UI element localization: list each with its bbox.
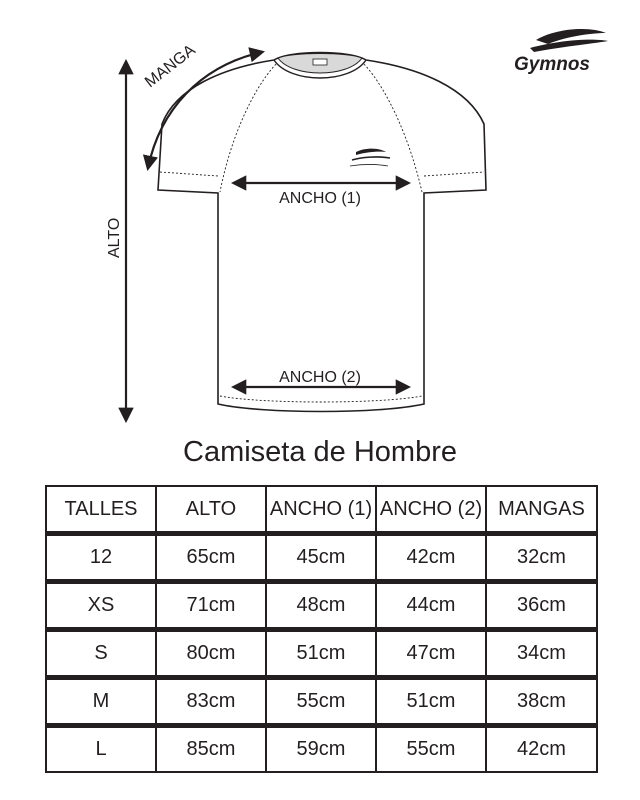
table-cell: 47cm xyxy=(376,630,486,678)
table-cell: 51cm xyxy=(376,678,486,726)
table-cell: 80cm xyxy=(156,630,266,678)
brand-text: Gymnos xyxy=(513,54,591,75)
chart-title: Camiseta de Hombre xyxy=(183,436,457,468)
table-header-row xyxy=(46,486,597,534)
table-row xyxy=(46,678,597,726)
header-alto: ALTO xyxy=(156,486,266,534)
table-row xyxy=(46,630,597,678)
gymnos-logo xyxy=(514,29,608,75)
table-cell: XS xyxy=(46,582,156,630)
table-cell: 55cm xyxy=(376,726,486,773)
ancho2-label: ANCHO (2) xyxy=(279,369,361,386)
table-cell: L xyxy=(46,726,156,773)
alto-label: ALTO xyxy=(106,217,123,258)
table-cell: 51cm xyxy=(266,630,376,678)
table-cell: 59cm xyxy=(266,726,376,773)
header-ancho1: ANCHO (1) xyxy=(266,486,376,534)
table-cell: 34cm xyxy=(486,630,597,678)
table-cell: 48cm xyxy=(266,582,376,630)
table-cell: 55cm xyxy=(266,678,376,726)
table-cell: 42cm xyxy=(486,726,597,773)
neck-label-icon xyxy=(313,59,327,65)
table-cell: 12 xyxy=(46,534,156,582)
header-ancho2: ANCHO (2) xyxy=(376,486,486,534)
table-cell: S xyxy=(46,630,156,678)
table-cell: 36cm xyxy=(486,582,597,630)
table-cell: M xyxy=(46,678,156,726)
table-row xyxy=(46,582,597,630)
manga-label: MANGA xyxy=(141,41,199,92)
tshirt-outline xyxy=(158,53,486,412)
table-cell: 85cm xyxy=(156,726,266,773)
table-cell: 44cm xyxy=(376,582,486,630)
table-cell: 32cm xyxy=(486,534,597,582)
table-cell: 71cm xyxy=(156,582,266,630)
size-table xyxy=(45,485,598,773)
header-mangas: MANGAS xyxy=(486,486,597,534)
table-cell: 42cm xyxy=(376,534,486,582)
table-row xyxy=(46,534,597,582)
header-talles: TALLES xyxy=(46,486,156,534)
ancho1-label: ANCHO (1) xyxy=(279,190,361,207)
table-row xyxy=(46,726,597,773)
table-cell: 65cm xyxy=(156,534,266,582)
table-cell: 83cm xyxy=(156,678,266,726)
table-cell: 38cm xyxy=(486,678,597,726)
table-cell: 45cm xyxy=(266,534,376,582)
